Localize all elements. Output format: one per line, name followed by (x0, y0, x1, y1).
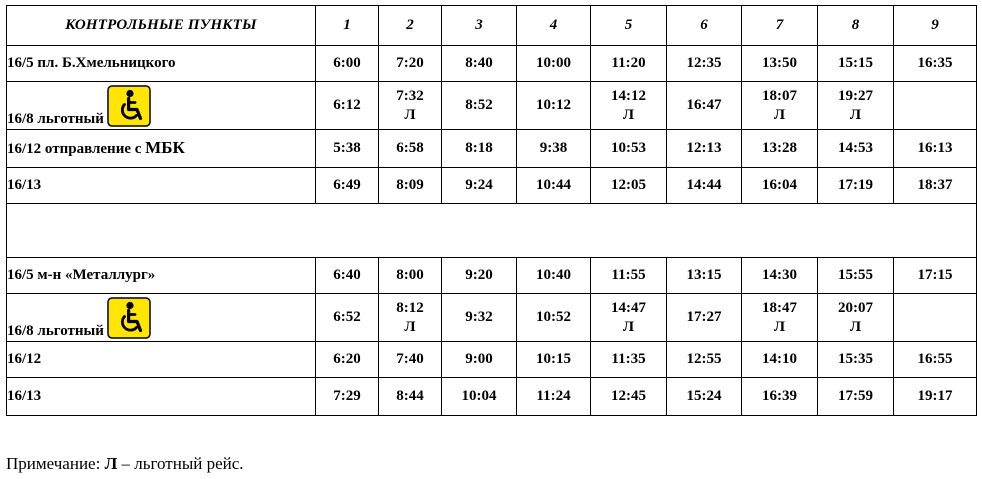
departure-time-cell (667, 378, 742, 416)
departure-time-cell (894, 294, 977, 342)
departure-time: 16:55 (917, 351, 953, 367)
departure-time-cell (517, 378, 591, 416)
departure-time: 5:38 (333, 140, 361, 156)
departure-time: 8:18 (465, 140, 493, 156)
checkpoint-label (7, 82, 316, 130)
footnote (6, 454, 244, 474)
preferential-marker: Л (773, 318, 786, 335)
departure-time: 8:00 (396, 267, 424, 283)
trip-number-header: 9 (894, 6, 977, 46)
departure-time-cell (379, 258, 442, 294)
departure-time: 12:45 (611, 388, 646, 404)
schedule-row (7, 342, 977, 378)
trip-number-header: 8 (818, 6, 894, 46)
departure-time: 16:13 (917, 140, 953, 156)
departure-time: 14:10 (762, 351, 797, 367)
departure-time-cell (742, 258, 818, 294)
footnote-marker: Л (104, 454, 118, 473)
departure-time-cell (818, 130, 894, 168)
departure-time: 12:13 (686, 140, 722, 156)
departure-time: 12:55 (686, 351, 722, 367)
departure-time-cell (667, 294, 742, 342)
departure-time: 6:49 (333, 177, 361, 193)
checkpoint-label (7, 130, 316, 168)
checkpoint-label: 16/13 (7, 168, 316, 204)
preferential-marker: Л (622, 106, 635, 123)
trip-number-header: 2 (379, 6, 442, 46)
departure-time: 8:52 (465, 97, 493, 113)
departure-time-cell (894, 82, 977, 130)
departure-time: 18:07 (762, 87, 797, 104)
departure-time-cell (894, 168, 977, 204)
departure-time-cell (517, 294, 591, 342)
checkpoint-label (7, 294, 316, 342)
departure-time: 10:53 (611, 140, 646, 156)
trip-number-header: 3 (442, 6, 517, 46)
departure-time-cell (742, 342, 818, 378)
wheelchair-icon (107, 85, 151, 127)
block-separator (7, 204, 977, 258)
departure-time-cell (517, 258, 591, 294)
trip-number-header: 7 (742, 6, 818, 46)
schedule-row (7, 168, 977, 204)
departure-time-cell (379, 82, 442, 130)
departure-time-cell (818, 342, 894, 378)
schedule-row (7, 130, 977, 168)
departure-time-cell (316, 342, 379, 378)
departure-time: 13:15 (686, 267, 722, 283)
departure-time: 20:07 (838, 299, 873, 316)
checkpoint-label: 16/13 (7, 378, 316, 416)
checkpoint-label-station: МБК (145, 138, 185, 157)
departure-time: 13:50 (762, 55, 797, 71)
departure-time-cell (591, 378, 667, 416)
departure-time-cell (442, 130, 517, 168)
departure-time-cell (442, 294, 517, 342)
checkpoint-label-text: 16/8 льготный (7, 111, 104, 127)
departure-time: 11:24 (536, 388, 571, 404)
departure-time: 9:20 (465, 267, 493, 283)
departure-time-cell (591, 82, 667, 130)
schedule-body (7, 46, 977, 416)
departure-time-cell (894, 342, 977, 378)
departure-time: 12:05 (611, 177, 646, 193)
departure-time: 19:27 (838, 87, 873, 104)
departure-time-cell (591, 46, 667, 82)
departure-time: 10:44 (536, 177, 571, 193)
departure-time: 17:15 (917, 267, 953, 283)
departure-time-cell (442, 168, 517, 204)
departure-time: 14:44 (686, 177, 722, 193)
departure-time-cell (818, 82, 894, 130)
departure-time-cell (742, 82, 818, 130)
departure-time-cell (591, 294, 667, 342)
departure-time: 6:52 (333, 309, 361, 325)
departure-time-cell (442, 378, 517, 416)
departure-time: 15:24 (686, 388, 722, 404)
departure-time: 15:15 (838, 55, 873, 71)
departure-time: 14:53 (838, 140, 873, 156)
departure-time-cell (818, 294, 894, 342)
departure-time: 11:35 (611, 351, 646, 367)
checkpoint-label: 16/12 (7, 342, 316, 378)
schedule-row (7, 378, 977, 416)
preferential-marker: Л (773, 106, 786, 123)
departure-time-cell (379, 342, 442, 378)
departure-time: 12:35 (686, 55, 722, 71)
departure-time-cell (818, 258, 894, 294)
departure-time-cell (517, 130, 591, 168)
departure-time: 18:47 (762, 299, 797, 316)
departure-time: 14:12 (611, 87, 646, 104)
departure-time: 8:12 (396, 299, 424, 316)
departure-time: 15:35 (838, 351, 873, 367)
departure-time: 16:47 (686, 97, 722, 113)
departure-time: 13:28 (762, 140, 797, 156)
departure-time: 6:20 (333, 351, 361, 367)
schedule-table (6, 5, 977, 416)
departure-time: 10:04 (461, 388, 497, 404)
departure-time: 6:58 (396, 140, 424, 156)
departure-time: 8:44 (396, 388, 424, 404)
block-separator-row (7, 204, 977, 258)
footnote-suffix: – льготный рейс. (117, 454, 244, 473)
schedule-row (7, 294, 977, 342)
departure-time-cell (894, 258, 977, 294)
departure-time-cell (742, 294, 818, 342)
departure-time-cell (517, 46, 591, 82)
departure-time-cell (667, 82, 742, 130)
schedule-row (7, 46, 977, 82)
departure-time-cell (742, 378, 818, 416)
checkpoint-label: 16/5 пл. Б.Хмельницкого (7, 46, 316, 82)
departure-time-cell (316, 294, 379, 342)
schedule-row (7, 258, 977, 294)
checkpoint-label-text: 16/12 отправление с (7, 141, 146, 157)
departure-time-cell (818, 46, 894, 82)
departure-time-cell (379, 130, 442, 168)
departure-time-cell (667, 342, 742, 378)
departure-time: 7:40 (396, 351, 424, 367)
departure-time-cell (667, 258, 742, 294)
departure-time-cell (667, 130, 742, 168)
departure-time: 19:17 (917, 388, 953, 404)
departure-time: 14:47 (611, 299, 646, 316)
departure-time: 7:29 (333, 388, 361, 404)
departure-time-cell (591, 130, 667, 168)
departure-time-cell (316, 258, 379, 294)
departure-time-cell (316, 82, 379, 130)
departure-time: 10:12 (536, 97, 571, 113)
preferential-marker: Л (849, 318, 862, 335)
trip-number-header: 6 (667, 6, 742, 46)
departure-time: 11:20 (611, 55, 646, 71)
departure-time-cell (517, 342, 591, 378)
departure-time: 7:20 (396, 55, 424, 71)
departure-time-cell (894, 378, 977, 416)
preferential-marker: Л (622, 318, 635, 335)
preferential-marker: Л (404, 106, 416, 123)
departure-time: 8:40 (465, 55, 493, 71)
departure-time: 11:55 (611, 267, 646, 283)
departure-time: 9:24 (465, 177, 493, 193)
departure-time-cell (894, 46, 977, 82)
departure-time: 10:00 (536, 55, 571, 71)
departure-time-cell (517, 82, 591, 130)
preferential-marker: Л (404, 318, 416, 335)
departure-time-cell (379, 46, 442, 82)
departure-time: 9:00 (465, 351, 493, 367)
departure-time-cell (742, 130, 818, 168)
departure-time: 6:00 (333, 55, 361, 71)
checkpoint-label: 16/5 м-н «Металлург» (7, 258, 316, 294)
departure-time-cell (591, 168, 667, 204)
departure-time-cell (316, 168, 379, 204)
departure-time: 16:35 (917, 55, 953, 71)
departure-time: 10:40 (536, 267, 571, 283)
departure-time: 10:52 (536, 309, 571, 325)
departure-time: 6:12 (333, 97, 361, 113)
trip-number-header: 1 (316, 6, 379, 46)
departure-time-cell (894, 130, 977, 168)
preferential-marker: Л (849, 106, 862, 123)
departure-time-cell (591, 258, 667, 294)
departure-time-cell (818, 378, 894, 416)
departure-time-cell (316, 46, 379, 82)
departure-time-cell (667, 46, 742, 82)
departure-time-cell (379, 294, 442, 342)
trip-number-header: 5 (591, 6, 667, 46)
schedule-row (7, 82, 977, 130)
departure-time: 17:59 (838, 388, 873, 404)
departure-time: 9:32 (465, 309, 493, 325)
wheelchair-icon (107, 297, 151, 339)
departure-time: 17:19 (838, 177, 873, 193)
departure-time-cell (442, 46, 517, 82)
checkpoints-header: КОНТРОЛЬНЫЕ ПУНКТЫ (7, 6, 316, 46)
departure-time: 16:39 (762, 388, 797, 404)
departure-time: 9:38 (539, 140, 568, 156)
departure-time-cell (742, 46, 818, 82)
header-row (7, 6, 977, 46)
departure-time-cell (379, 378, 442, 416)
departure-time: 7:32 (396, 87, 424, 104)
departure-time: 16:04 (762, 177, 797, 193)
departure-time-cell (316, 378, 379, 416)
departure-time: 10:15 (536, 351, 571, 367)
departure-time: 17:27 (686, 309, 722, 325)
departure-time-cell (379, 168, 442, 204)
departure-time-cell (818, 168, 894, 204)
departure-time: 14:30 (762, 267, 797, 283)
departure-time-cell (517, 168, 591, 204)
trip-number-header: 4 (517, 6, 591, 46)
footnote-prefix: Примечание: (6, 454, 105, 473)
departure-time: 15:55 (838, 267, 873, 283)
departure-time: 6:40 (333, 267, 361, 283)
departure-time-cell (316, 130, 379, 168)
departure-time-cell (442, 342, 517, 378)
checkpoint-label-text: 16/8 льготный (7, 323, 104, 339)
departure-time-cell (442, 82, 517, 130)
departure-time-cell (591, 342, 667, 378)
departure-time-cell (742, 168, 818, 204)
departure-time: 18:37 (917, 177, 953, 193)
departure-time-cell (667, 168, 742, 204)
departure-time-cell (442, 258, 517, 294)
departure-time: 8:09 (396, 177, 424, 193)
